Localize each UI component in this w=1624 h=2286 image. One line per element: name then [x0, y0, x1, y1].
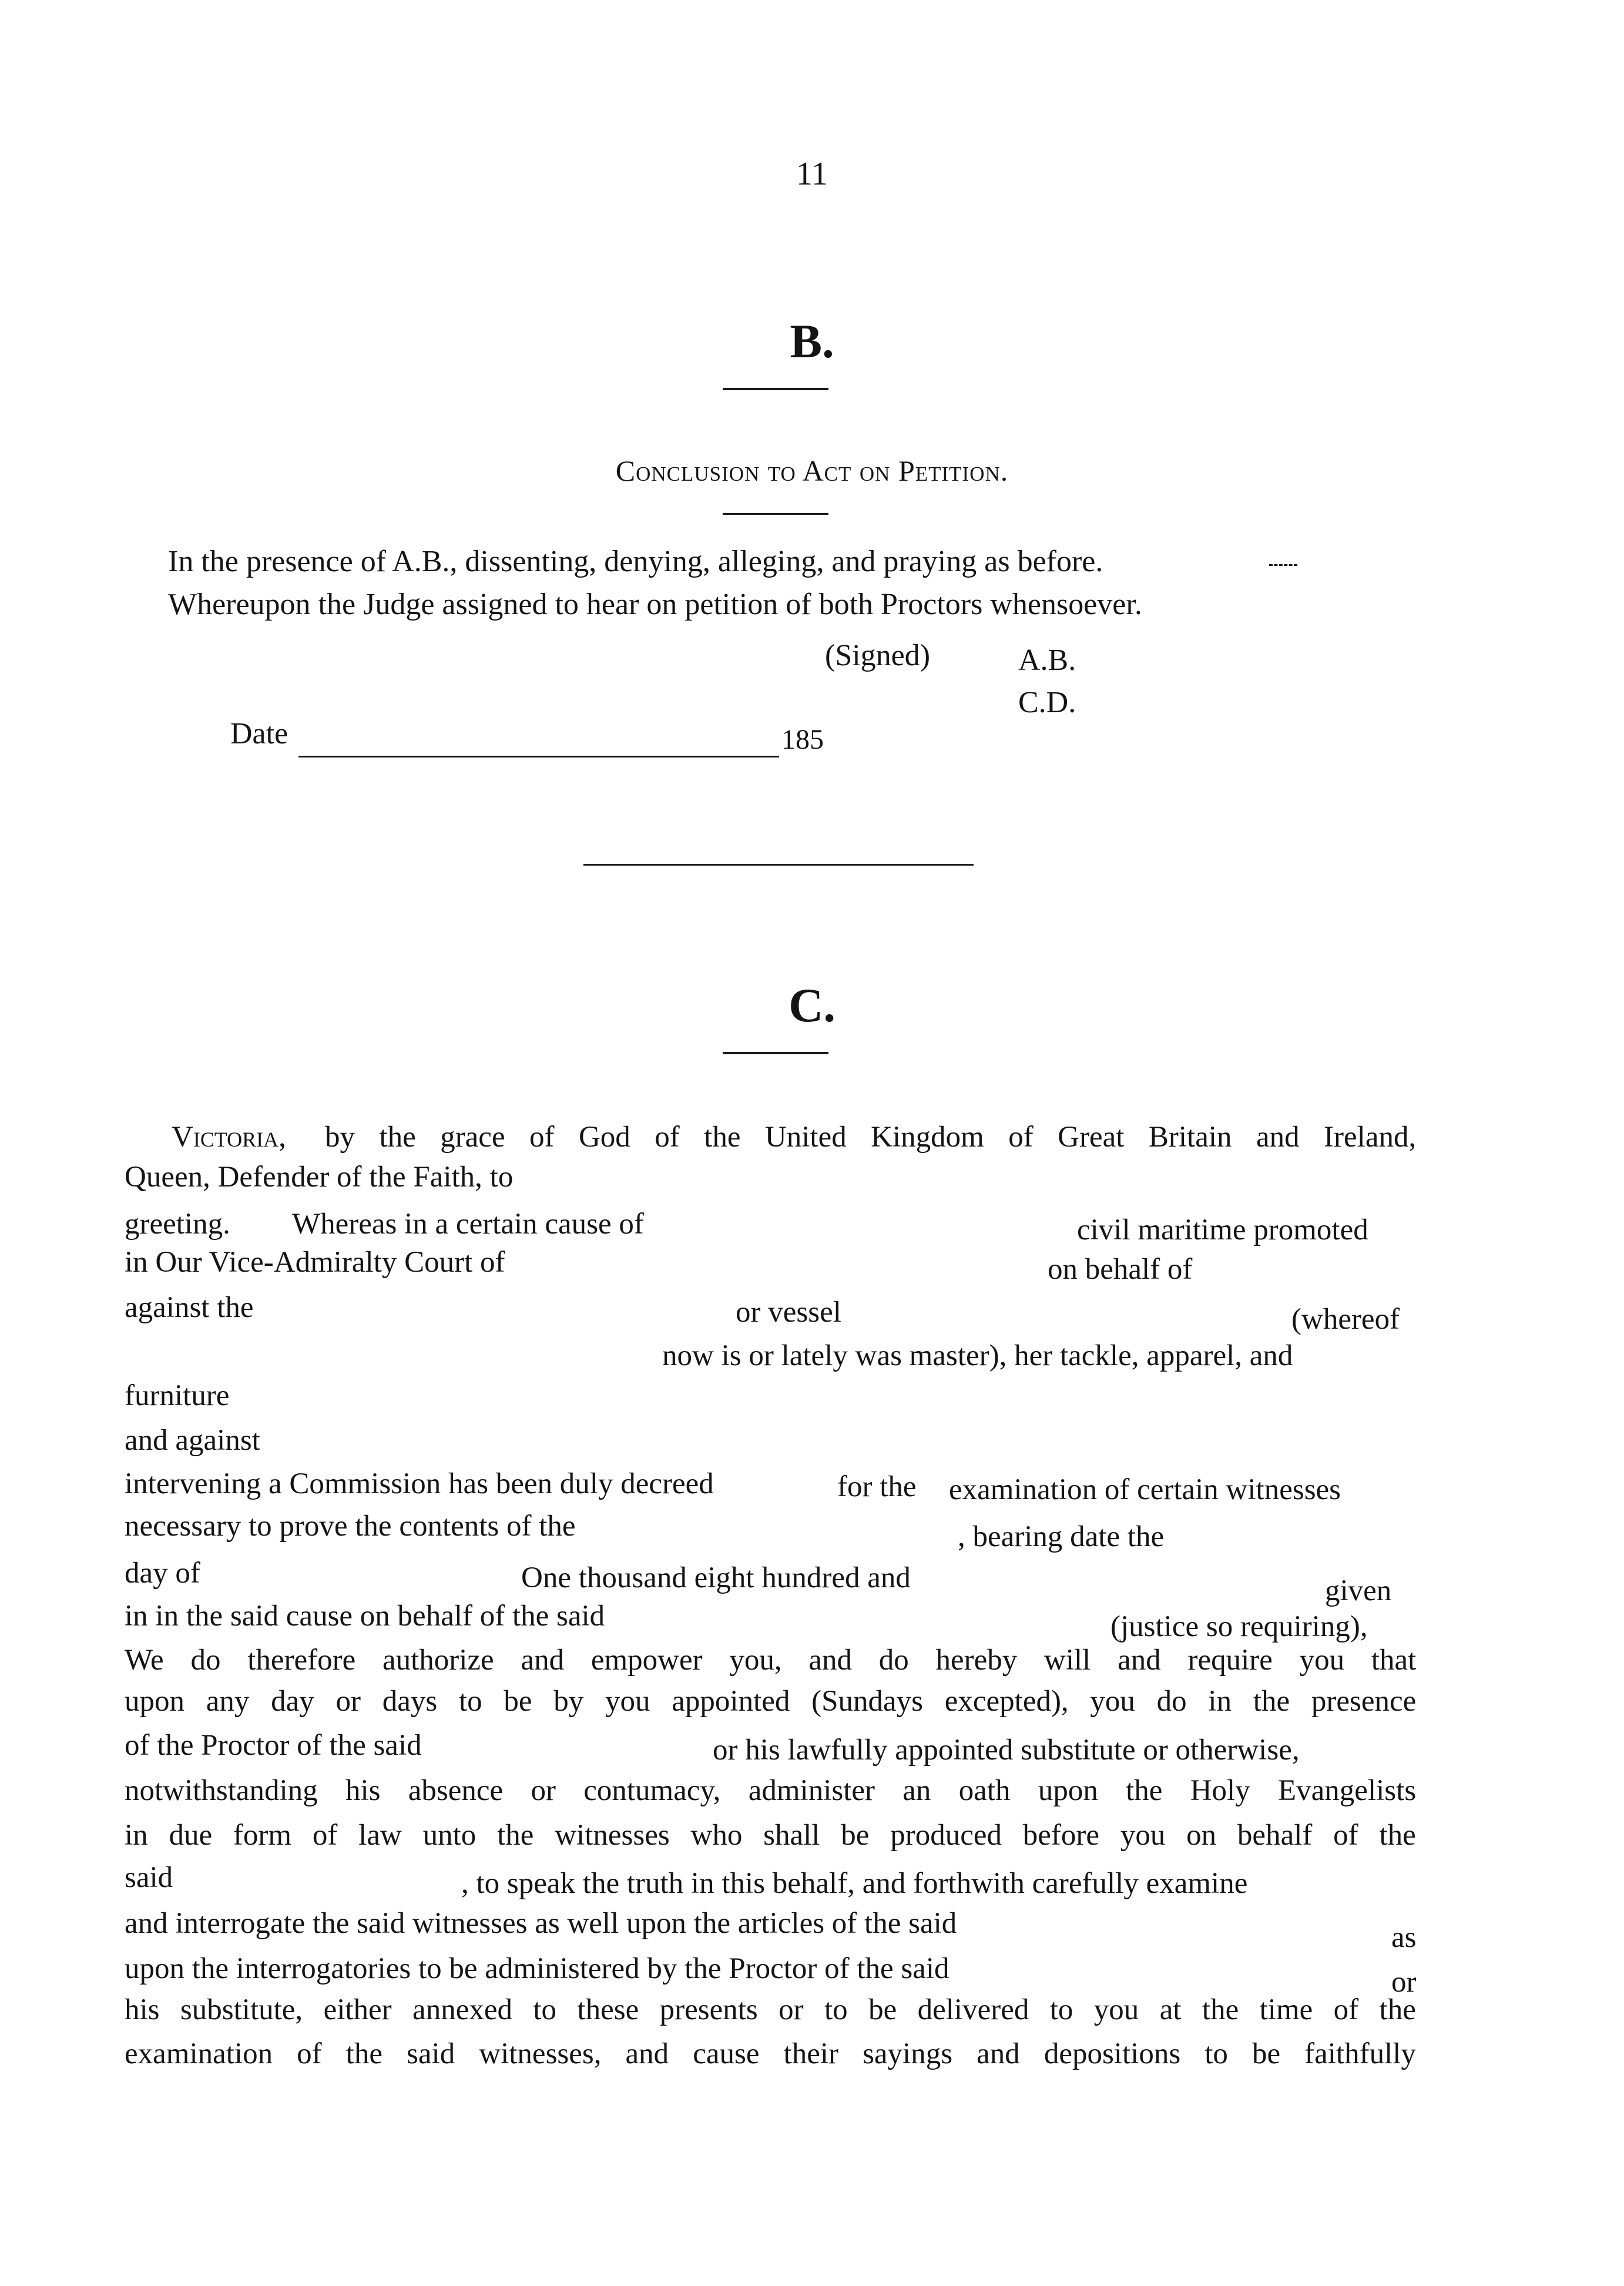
body-line-5a: against the: [125, 1291, 254, 1324]
section-b-line-2: Whereupon the Judge assigned to hear on petition of both Proctors whensoever.: [168, 588, 1142, 621]
body-line-9c: examination of certain witnesses: [949, 1473, 1341, 1506]
section-c-heading: C.: [788, 978, 836, 1032]
section-b-title: Conclusion to Act on Petition.: [615, 454, 1009, 487]
body-line-14: upon any day or days to be by you appointed (Sundays excepted), you do in the presence: [125, 1685, 1417, 1718]
body-line-16: notwithstanding his absence or contumacy, administer an oath upon the Holy Evangelists: [125, 1774, 1417, 1807]
body-line-18b: , to speak the truth in this behalf, and forthwith carefully examine: [461, 1867, 1248, 1900]
body-line-3a: greeting.: [125, 1208, 230, 1241]
body-line-5b: or vessel: [736, 1296, 841, 1329]
body-line-19b: as: [1391, 1921, 1417, 1954]
body-line-13: We do therefore authorize and empower you, and do hereby will and require you that: [125, 1644, 1417, 1677]
body-line-20a: upon the interrogatories to be administered by the Proctor of the said: [125, 1952, 949, 1985]
body-line-10a: necessary to prove the contents of the: [125, 1510, 576, 1543]
body-line-21: his substitute, either annexed to these presents or to be delivered to you at the time of the: [125, 1993, 1416, 2026]
section-b-line-1: In the presence of A.B., dissenting, denying, alleging, and praying as before.: [168, 545, 1103, 578]
body-line-3c: civil maritime promoted: [1077, 1214, 1368, 1246]
heading-rule: [723, 388, 828, 390]
body-line-22: examination of the said witnesses, and cause their sayings and depositions to be faithfully: [125, 2037, 1416, 2070]
body-line-8: and against: [125, 1424, 260, 1457]
dash-mark: [1269, 561, 1297, 566]
signatory-ab: A.B.: [1018, 643, 1076, 677]
body-line-11b: One thousand eight hundred and: [521, 1561, 911, 1594]
body-line-20b: or: [1391, 1966, 1417, 1999]
body-line-9a: intervening a Commission has been duly decreed: [125, 1467, 714, 1500]
body-line-9b: for the: [837, 1470, 917, 1503]
date-year: 185: [781, 724, 824, 755]
body-line-4b: on behalf of: [1048, 1253, 1193, 1286]
body-line-10b: , bearing date the: [958, 1520, 1165, 1553]
body-line-4a: in Our Vice-Admiralty Court of: [125, 1246, 505, 1279]
body-line-7: furniture: [125, 1379, 230, 1412]
body-line-12a: in in the said cause on behalf of the said: [125, 1600, 605, 1633]
body-line-11a: day of: [125, 1557, 200, 1590]
date-blank-line: [298, 756, 779, 757]
section-separator: [583, 864, 974, 866]
section-b-heading: B.: [790, 314, 834, 368]
body-line-18a: said: [125, 1861, 173, 1894]
body-line-11c: given: [1325, 1574, 1392, 1607]
body-line-15b: or his lawfully appointed substitute or otherwise,: [713, 1734, 1300, 1767]
date-label: Date: [230, 717, 288, 750]
body-line-6: now is or lately was master), her tackle, apparel, and: [662, 1339, 1293, 1372]
title-rule: [723, 513, 828, 515]
signed-label: (Signed): [825, 639, 931, 672]
body-line-5c: (whereof: [1291, 1303, 1400, 1336]
page-number: 11: [796, 156, 828, 192]
body-line-12b: (justice so requiring),: [1110, 1610, 1368, 1643]
body-line-1: by the grace of God of the United Kingdom of Great Britain and Ireland,: [325, 1121, 1417, 1154]
signatory-cd: C.D.: [1018, 686, 1076, 719]
body-line-15a: of the Proctor of the said: [125, 1729, 422, 1762]
heading-rule: [723, 1052, 828, 1054]
body-line-3b: Whereas in a certain cause of: [292, 1208, 644, 1241]
body-line-17: in due form of law unto the witnesses who shall be produced before you on behalf of the: [125, 1819, 1416, 1852]
body-line-2: Queen, Defender of the Faith, to: [125, 1161, 514, 1194]
victoria-word: Victoria,: [172, 1121, 286, 1154]
body-line-19a: and interrogate the said witnesses as well upon the articles of the said: [125, 1907, 957, 1940]
